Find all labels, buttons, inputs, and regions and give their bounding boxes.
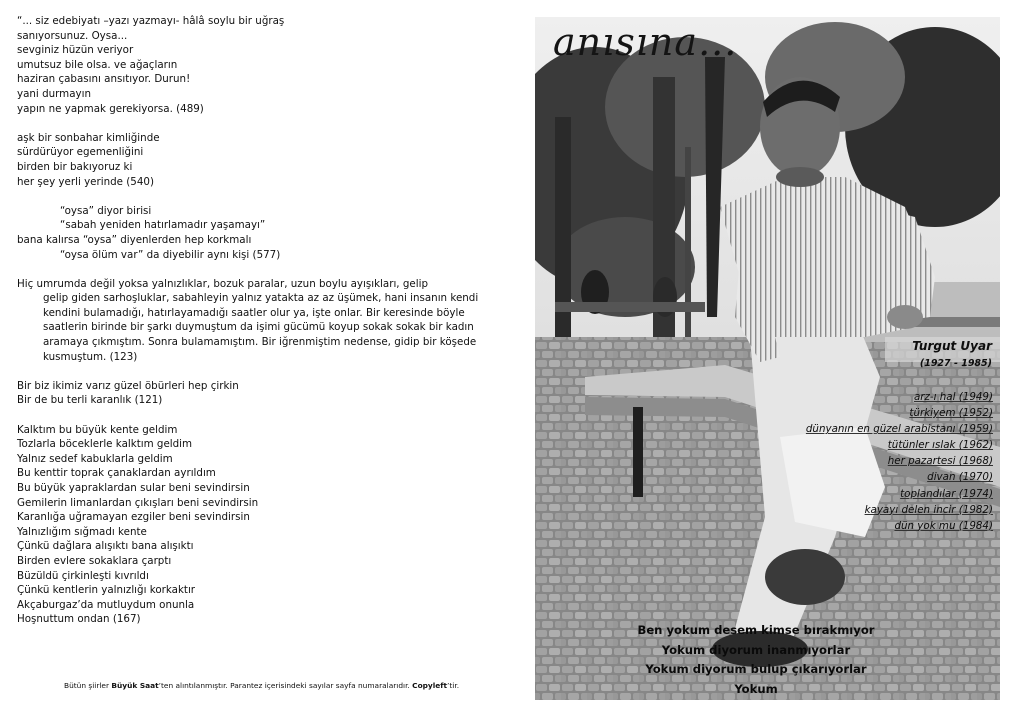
poem-line: Kalktım bu büyük kente geldim [17,423,178,436]
source-note-text-3: ’tir. [447,681,460,690]
work-item: kayayı delen incir (1982) [864,503,993,516]
quote-line: Yokum diyorum bulup çıkarıyorlar [645,662,867,676]
poem-line: yapın ne yapmak gerekiyorsa. (489) [17,102,204,115]
poem-line: “... siz edebiyatı –yazı yazmayı- hâlâ soylu bir uğraş [17,15,285,27]
source-book-title: Büyük Saat [111,681,159,690]
work-item: tütünler ıslak (1962) [887,439,993,452]
closing-quote [619,621,893,699]
poem-line: Karanlığa uğramayan ezgiler beni sevindirsin [17,511,250,524]
source-note [64,681,459,690]
quote-line: Yokum [734,681,778,696]
work-item: her pazartesi (1968) [887,455,993,468]
poem-line: sürdürüyor egemenliğini [17,146,144,159]
poem-line: Bu kenttir toprak çanaklardan ayrıldım [17,467,216,480]
poem-line: aşk bir sonbahar kimliğinde [17,131,160,144]
poem-stanza [17,423,507,627]
in-memory-title: anısına... [553,20,738,64]
poem-line: Çünkü dağlara alışıktı bana alışıktı [17,540,194,553]
poem-stanza [17,131,507,189]
poem-line: sevginiz hüzün veriyor [17,44,134,57]
poem-line: Büzüldü çirkinleşti kıvrıldı [17,569,149,582]
source-note-text-1: Bütün şiirler [64,681,112,690]
poem-line: kendini bulamadığı, hatırlayamadığı saatler olur ya, işte onlar. Bir keresinde böyle [43,306,465,319]
poem-line: “oysa” diyor birisi [60,204,152,217]
poem-line: yani durmayın [17,87,91,100]
poem-line: Yalnızlığım sığmadı kente [17,525,147,538]
poem-line: Bir biz ikimiz varız güzel öbürleri hep çirkin [17,379,239,392]
poem-line: sanıyorsunuz. Oysa... [17,29,128,42]
poet-dates: (1927 - 1985) [919,358,992,369]
poem-line: Hoşnuttum ondan (167) [17,613,141,626]
poem-line: birden bir bakıyoruz ki [17,160,133,173]
poem-line: “sabah yeniden hatırlamadır yaşamayı” [60,219,266,232]
poem-line: Akçaburgaz’da mutluydum onunla [17,598,195,611]
poem-line: gelip giden sarhoşluklar, sabahleyin yalnız yatakta az az üşümek, hani insanın kendi [43,292,479,305]
poem-line: kusmuştum. (123) [43,350,138,363]
poem-line: saatlerin birinde bir şarkı duymuştum da işimi gücümü koyup sokak sokak bir kadın [43,321,474,334]
quote-line: Yokum diyorum inanmıyorlar [661,642,851,657]
poem-stanza [17,379,507,408]
poem-line: umutsuz bile olsa. ve ağaçların [17,58,178,71]
poem-line: Gemilerin limanlardan çıkışları beni sevindirsin [17,496,259,509]
poem-line: Yalnız sedef kabuklarla geldim [17,452,173,465]
poem-stanza [17,14,507,116]
poem-line: Birden evlere sokaklara çarptı [17,554,172,567]
poem-stanza [17,277,507,365]
poem-line: “oysa ölüm var” da diyebilir aynı kişi (577) [60,248,281,261]
poem-line: haziran çabasını ansıtıyor. Durun! [17,73,191,86]
quote-line: Ben yokum desem kimse bırakmıyor [637,623,875,637]
poem-line: Tozlarla böceklerle kalktım geldim [17,438,193,451]
work-item: türkiyem (1952) [909,407,993,420]
copyleft-label: Copyleft [412,681,448,690]
poet-photograph [535,17,1000,700]
works-list [806,389,993,534]
poem-line: her şey yerli yerinde (540) [17,175,154,188]
poem-line: Çünkü kentlerin yalnızlığı korkaktır [17,584,196,597]
work-item: dünyanın en güzel arabistanı (1959) [805,423,993,436]
work-item: toplandılar (1974) [900,487,993,500]
poem-line: Hiç umrumda değil yoksa yalnızlıklar, bozuk paralar, uzun boylu ayışıkları, gelip [17,277,428,290]
work-item: dün yok mu (1984) [894,519,993,532]
poem-excerpts [17,14,507,642]
poet-name: Turgut Uyar [912,339,992,353]
poem-stanza [17,204,507,262]
work-item: divan (1970) [927,471,993,484]
poem-line: Bir de bu terli karanlık (121) [17,394,163,407]
poem-line: aramaya çıkmıştım. Sonra bulamamıştım. Bir iğrenmiştim nedense, gidip bir köşede [43,336,477,349]
poem-line: Bu büyük yapraklardan sular beni sevindirsin [17,482,250,494]
poem-line: bana kalırsa “oysa” diyenlerden hep korkmalı [17,233,252,246]
work-item: arz-ı hal (1949) [913,391,993,403]
source-note-text-2: ’ten alıntılanmıştır. Parantez içerisindeki sayılar sayfa numaralarıdır. [158,681,413,690]
